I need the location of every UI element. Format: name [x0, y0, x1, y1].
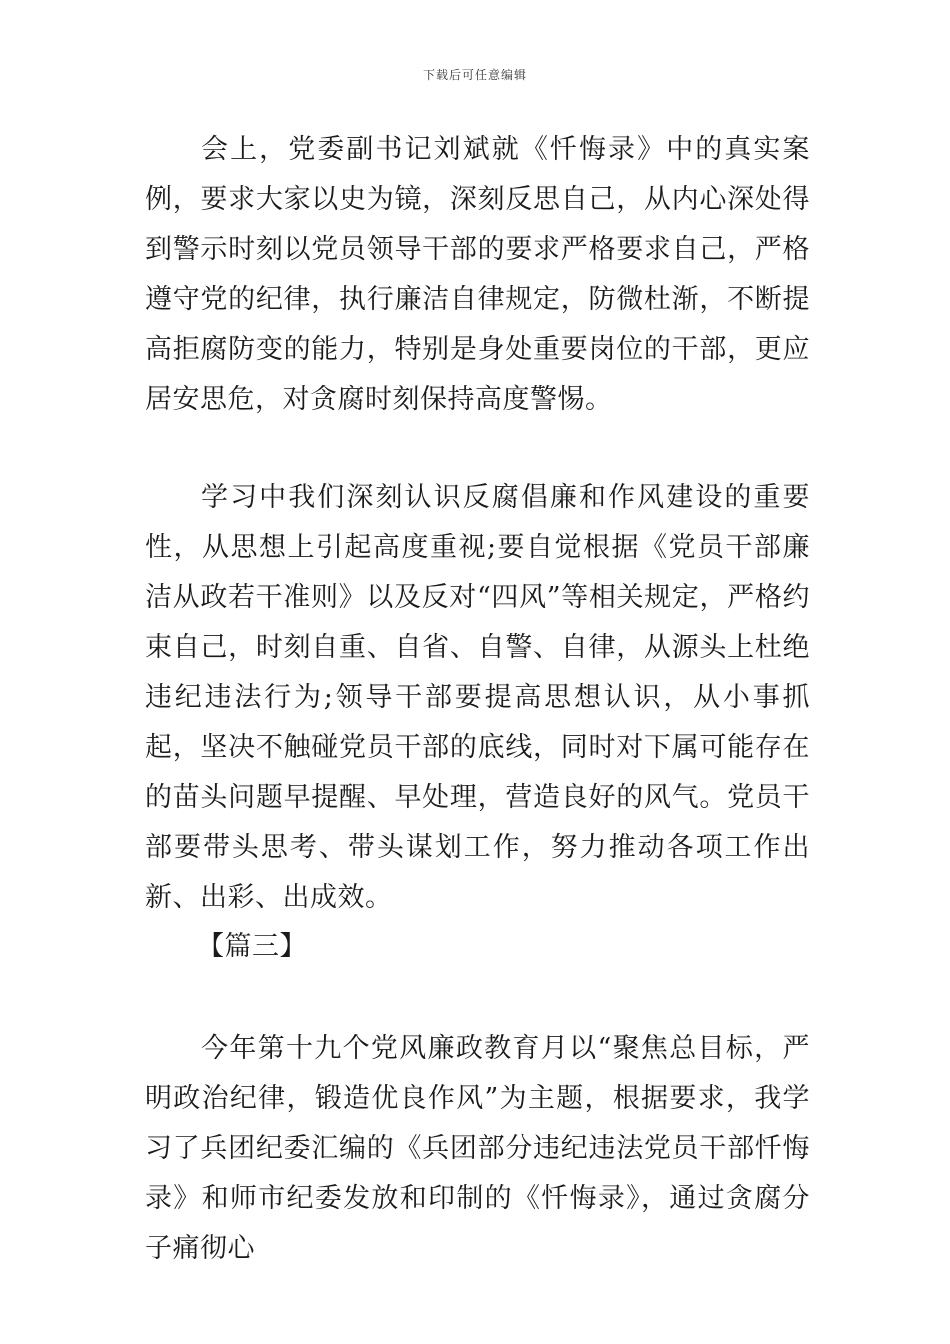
section-heading: 【篇三】	[197, 931, 307, 962]
paragraph-block	[145, 1024, 810, 1274]
paragraph-education-month: 今年第十九个党风廉政教育月以“聚焦总目标，严明政治纪律，锻造优良作风”为主题，根据要求，我学习了兵团纪委汇编的《兵团部分违纪违法党员干部忏悔录》和师市纪委发放和印制的《忏悔录》，通过贪腐分子痛彻心	[145, 1033, 810, 1264]
section-heading-block	[145, 922, 810, 972]
paragraph-study: 学习中我们深刻认识反腐倡廉和作风建设的重要性，从思想上引起高度重视;要自觉根据《党员干部廉洁从政若干准则》以及反对“四风”等相关规定，严格约束自己，时刻自重、自省、自警、自律，从源头上杜绝违纪违法行为;领导干部要提高思想认识，从小事抓起，坚决不触碰党员干部的底线，同时对下属可能存在的苗头问题早提醒、早处理，营造良好的风气。党员干部要带头思考、带头谋划工作，努力推动各项工作出新、出彩、出成效。	[145, 482, 810, 913]
paragraph-block	[145, 125, 810, 425]
page-header-note: 下载后可任意编辑	[422, 68, 527, 82]
paragraph-block	[145, 473, 810, 923]
paragraph-meeting: 会上，党委副书记刘斌就《忏悔录》中的真实案例，要求大家以史为镜，深刻反思自己，从内心深处得到警示时刻以党员领导干部的要求严格要求自己，严格遵守党的纪律，执行廉洁自律规定，防微杜渐，不断提高拒腐防变的能力，特别是身处重要岗位的干部，更应居安思危，对贪腐时刻保持高度警惕。	[145, 134, 810, 415]
